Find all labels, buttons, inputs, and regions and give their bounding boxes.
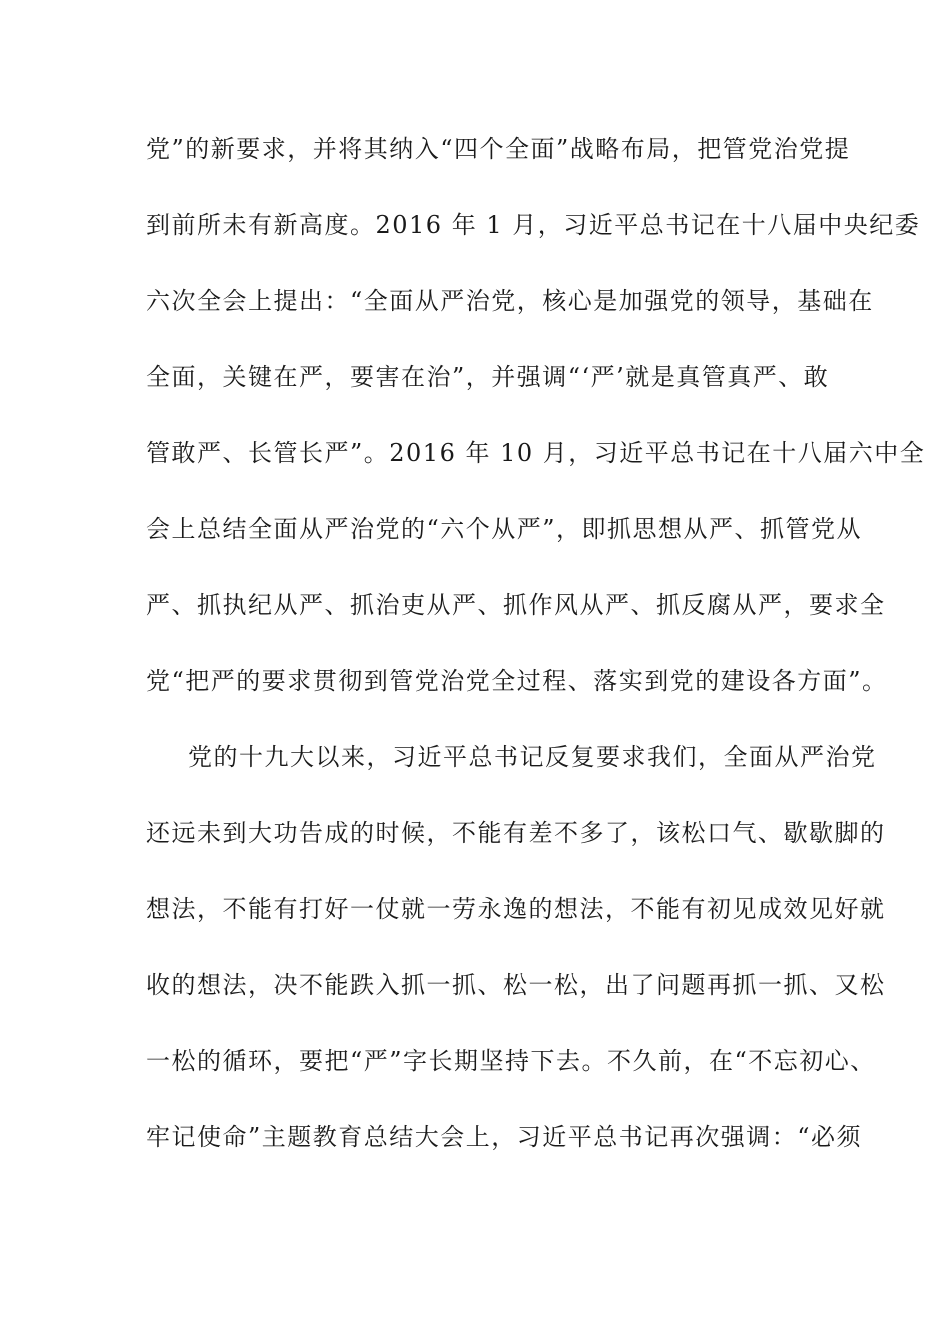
text-line: 党“把严的要求贯彻到管党治党全过程、落实到党的建设各方面”。 <box>146 667 888 695</box>
text-line: 六次全会上提出：“全面从严治党，核心是加强党的领导，基础在 <box>146 287 874 315</box>
text-line: 管敢严、长管长严”。2016 年 10 月，习近平总书记在十八届六中全 <box>146 439 926 467</box>
text-line: 党的十九大以来，习近平总书记反复要求我们，全面从严治党 <box>188 743 877 771</box>
text-line: 还远未到大功告成的时候，不能有差不多了，该松口气、歇歇脚的 <box>146 819 886 847</box>
text-line: 会上总结全面从严治党的“六个从严”，即抓思想从严、抓管党从 <box>146 515 863 543</box>
text-line: 收的想法，决不能跌入抓一抓、松一松，出了问题再抓一抓、又松 <box>146 971 886 999</box>
text-line: 党”的新要求，并将其纳入“四个全面”战略布局，把管党治党提 <box>146 135 851 163</box>
text-line: 牢记使命”主题教育总结大会上，习近平总书记再次强调：“必须 <box>146 1123 863 1151</box>
text-line: 全面，关键在严，要害在治”，并强调“‘严’就是真管真严、敢 <box>146 363 830 391</box>
text-line: 到前所未有新高度。2016 年 1 月，习近平总书记在十八届中央纪委 <box>146 211 921 239</box>
text-line: 一松的循环，要把“严”字长期坚持下去。不久前，在“不忘初心、 <box>146 1047 876 1075</box>
text-line: 严、抓执纪从严、抓治吏从严、抓作风从严、抓反腐从严，要求全 <box>146 591 886 619</box>
text-line: 想法，不能有打好一仗就一劳永逸的想法，不能有初见成效见好就 <box>146 895 886 923</box>
